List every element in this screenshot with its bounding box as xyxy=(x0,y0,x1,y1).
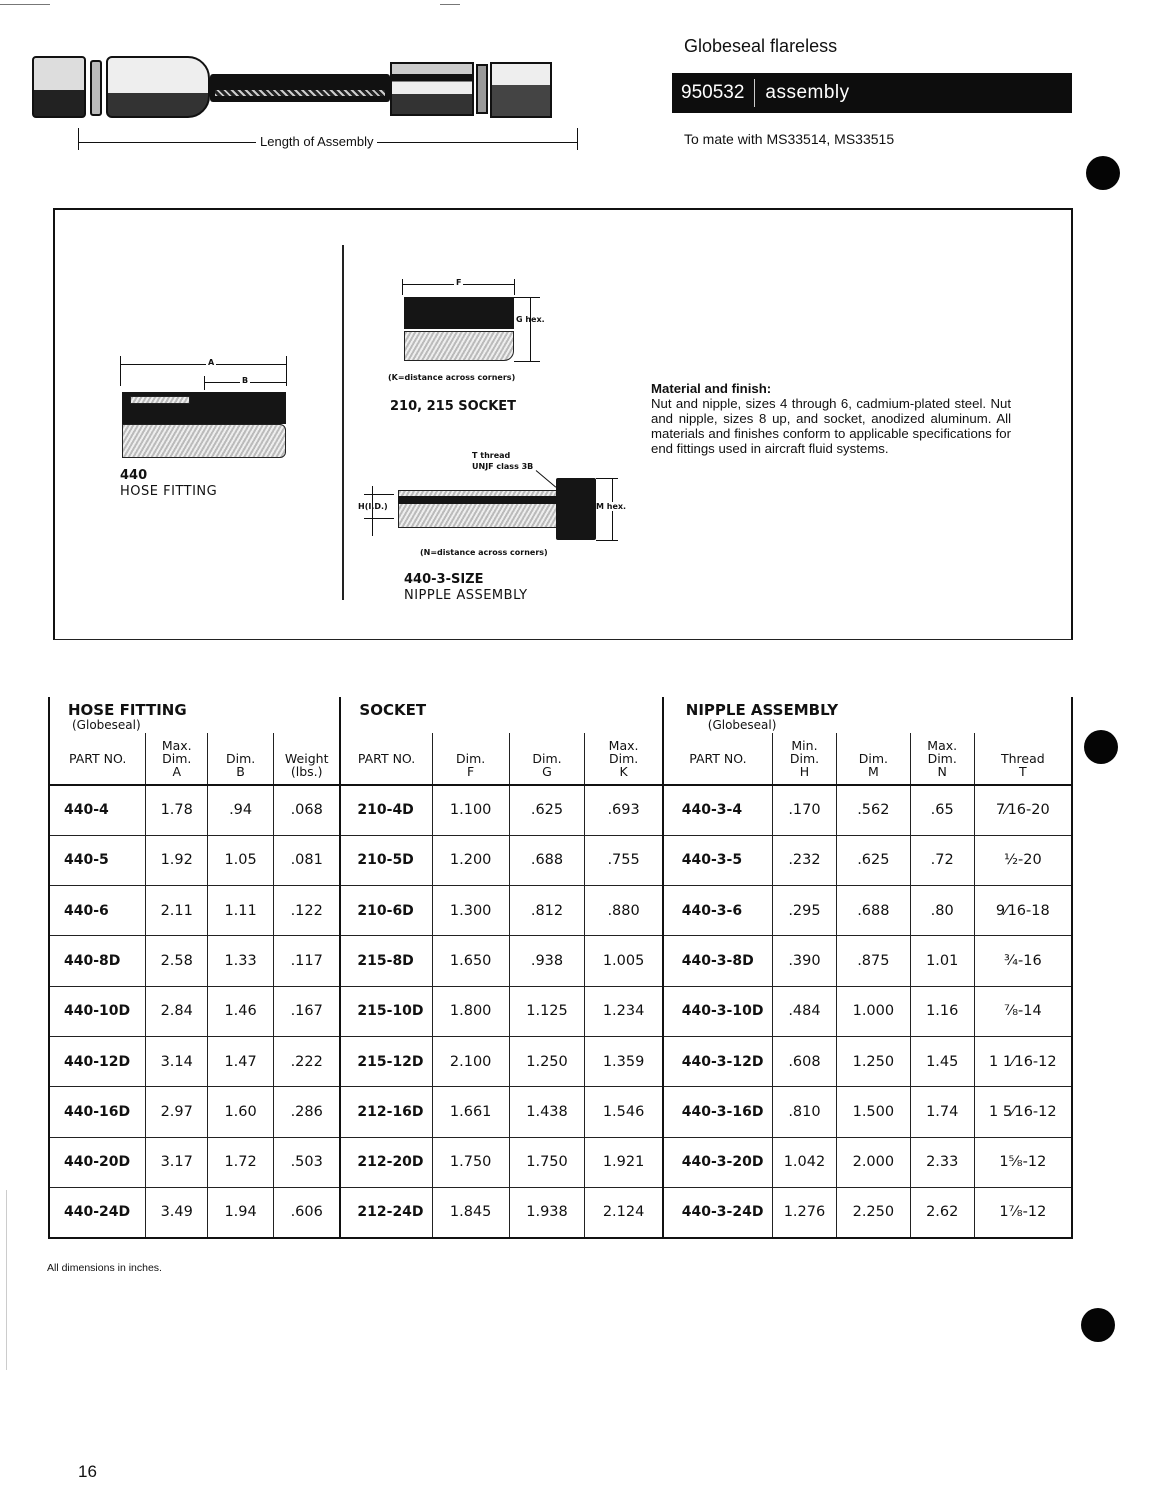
table-cell: .812 xyxy=(509,886,585,936)
table-cell: 1.46 xyxy=(208,986,274,1036)
group-title: NIPPLE ASSEMBLY xyxy=(685,701,839,719)
table-cell: 2.124 xyxy=(585,1187,663,1237)
table-cell: 1.05 xyxy=(208,835,274,885)
dim-b-label: B xyxy=(242,376,249,385)
part-number-cell: 215-10D xyxy=(340,986,432,1036)
part-number-cell: 440-3-8D xyxy=(663,936,773,986)
table-row xyxy=(49,835,1072,885)
part-number-cell: 440-5 xyxy=(49,835,146,885)
binder-hole-icon xyxy=(1081,1308,1115,1342)
table-cell: .80 xyxy=(910,886,974,936)
part-number: 950532 xyxy=(681,82,745,103)
part-number-cell: 215-12D xyxy=(340,1036,432,1086)
fitting-detail xyxy=(130,396,190,404)
table-cell: 1.45 xyxy=(910,1036,974,1086)
table-cell: .295 xyxy=(773,886,837,936)
table-cell: 1.042 xyxy=(773,1137,837,1187)
part-number-cell: 210-6D xyxy=(340,886,432,936)
nipple-bore-shape xyxy=(398,496,558,504)
dimension-tick xyxy=(514,361,540,362)
table-cell: .72 xyxy=(910,835,974,885)
column-header: Dim. B xyxy=(208,733,274,785)
dimension-tick xyxy=(364,518,394,519)
table-cell: ⅞-14 xyxy=(974,986,1072,1036)
table-cell: .688 xyxy=(509,835,585,885)
table-cell: .081 xyxy=(274,835,341,885)
table-cell: 2.84 xyxy=(146,986,208,1036)
table-cell: .625 xyxy=(509,785,585,835)
table-cell: ½-20 xyxy=(974,835,1072,885)
table-cell: 1.438 xyxy=(509,1087,585,1137)
column-header: Dim. F xyxy=(432,733,509,785)
socket-top-shape xyxy=(404,297,514,329)
part-number-cell: 440-6 xyxy=(49,886,146,936)
material-and-finish xyxy=(651,381,1011,456)
caption-number: 440 xyxy=(120,468,148,483)
caption-name: HOSE FITTING xyxy=(120,484,218,499)
column-header: PART NO. xyxy=(49,733,146,785)
table-cell: 1.845 xyxy=(432,1187,509,1237)
left-collar-shape xyxy=(90,60,102,116)
hose-fitting-figure xyxy=(120,352,290,502)
material-body: Nut and nipple, sizes 4 through 6, cadmium-plated steel. Nut and nipple, sizes 8 up, and socket, anodized aluminum. All materials and finishes conform to applicable specifications for end fittings used in aircraft fluid systems. xyxy=(651,396,1011,456)
table-cell: 1.750 xyxy=(509,1137,585,1187)
dimension-tick xyxy=(402,279,403,295)
n-note: (N=distance across corners) xyxy=(420,548,548,557)
table-cell: 1.250 xyxy=(509,1036,585,1086)
part-number-cell: 212-24D xyxy=(340,1187,432,1237)
table-cell: 1.250 xyxy=(836,1036,910,1086)
dimension-line-a xyxy=(120,364,286,365)
group-hose-fitting xyxy=(49,697,340,733)
table-cell: .755 xyxy=(585,835,663,885)
margin-line xyxy=(6,1190,7,1370)
hose-shape xyxy=(210,74,390,102)
socket-shape xyxy=(122,424,286,458)
hose-braid-shape xyxy=(215,90,385,96)
table-row xyxy=(49,886,1072,936)
part-type: assembly xyxy=(765,82,850,103)
column-header: PART NO. xyxy=(663,733,773,785)
socket-caption xyxy=(390,399,516,414)
part-number-cell: 440-3-6 xyxy=(663,886,773,936)
table-cell: .286 xyxy=(274,1087,341,1137)
part-number-cell: 440-20D xyxy=(49,1137,146,1187)
table-cell: .625 xyxy=(836,835,910,885)
spec-table xyxy=(48,697,1073,1239)
caption-text: 210, 215 SOCKET xyxy=(390,399,517,414)
right-collar-shape xyxy=(476,64,488,114)
part-number-cell: 440-3-24D xyxy=(663,1187,773,1237)
table-cell: .608 xyxy=(773,1036,837,1086)
length-of-assembly-label: Length of Assembly xyxy=(256,134,377,149)
nipple-caption xyxy=(404,572,528,604)
table-cell: 1.800 xyxy=(432,986,509,1036)
table-cell: 1.33 xyxy=(208,936,274,986)
group-nipple-assembly xyxy=(663,697,1072,733)
table-cell: 1.16 xyxy=(910,986,974,1036)
table-cell: 1⅞-12 xyxy=(974,1187,1072,1237)
dim-h-label: H(I.D.) xyxy=(358,502,388,511)
table-cell: 2.97 xyxy=(146,1087,208,1137)
top-rule xyxy=(0,4,50,5)
table-cell: 1.276 xyxy=(773,1187,837,1237)
part-number-cell: 440-8D xyxy=(49,936,146,986)
socket-figure xyxy=(388,275,570,415)
top-rule xyxy=(440,4,460,5)
group-subtitle: (Globeseal) xyxy=(72,718,141,732)
table-cell: 2.62 xyxy=(910,1187,974,1237)
table-row xyxy=(49,986,1072,1036)
table-cell: 1.60 xyxy=(208,1087,274,1137)
group-title: SOCKET xyxy=(359,701,427,719)
table-cell: 1.47 xyxy=(208,1036,274,1086)
table-cell: 1.000 xyxy=(836,986,910,1036)
part-number-cell: 440-3-10D xyxy=(663,986,773,1036)
dimension-tick xyxy=(514,297,540,298)
table-cell: 1.100 xyxy=(432,785,509,835)
table-cell: 3.14 xyxy=(146,1036,208,1086)
table-cell: .880 xyxy=(585,886,663,936)
table-cell: 1.750 xyxy=(432,1137,509,1187)
column-header: Max. Dim. A xyxy=(146,733,208,785)
table-cell: .068 xyxy=(274,785,341,835)
table-cell: 1.78 xyxy=(146,785,208,835)
part-number-cell: 440-3-20D xyxy=(663,1137,773,1187)
dimension-line-g xyxy=(530,297,531,361)
k-note: (K=distance across corners) xyxy=(388,373,516,382)
column-header: Dim. G xyxy=(509,733,585,785)
table-cell: 9⁄16-18 xyxy=(974,886,1072,936)
table-row xyxy=(49,785,1072,835)
table-cell: .390 xyxy=(773,936,837,986)
table-cell: 2.000 xyxy=(836,1137,910,1187)
column-header: Thread T xyxy=(974,733,1072,785)
diagram-divider xyxy=(342,245,344,600)
table-cell: .693 xyxy=(585,785,663,835)
table-cell: 1.500 xyxy=(836,1087,910,1137)
table-cell: .503 xyxy=(274,1137,341,1187)
part-number-cell: 440-24D xyxy=(49,1187,146,1237)
page-title: Globeseal flareless xyxy=(684,36,838,56)
left-socket-shape xyxy=(106,56,210,118)
table-cell: .810 xyxy=(773,1087,837,1137)
table-cell: 2.11 xyxy=(146,886,208,936)
table-cell: 2.100 xyxy=(432,1036,509,1086)
caption-number: 440-3-SIZE xyxy=(404,572,484,587)
dimension-tick xyxy=(204,376,205,390)
table-row xyxy=(49,1036,1072,1086)
table-cell: 7⁄16-20 xyxy=(974,785,1072,835)
dimension-tick xyxy=(364,494,394,495)
table-row xyxy=(49,1087,1072,1137)
group-socket xyxy=(340,697,662,733)
table-cell: 1.94 xyxy=(208,1187,274,1237)
group-header-row xyxy=(49,697,1072,733)
thread-note: T thread xyxy=(472,451,511,460)
right-socket-shape xyxy=(390,62,474,116)
table-cell: 1.72 xyxy=(208,1137,274,1187)
part-number-banner xyxy=(672,73,1072,113)
part-number-cell: 215-8D xyxy=(340,936,432,986)
table-row xyxy=(49,936,1072,986)
table-cell: 1⅝-12 xyxy=(974,1137,1072,1187)
part-number-cell: 440-3-12D xyxy=(663,1036,773,1086)
table-cell: .562 xyxy=(836,785,910,835)
dim-a-label: A xyxy=(208,358,215,367)
hose-assembly-illustration xyxy=(30,48,610,160)
table-cell: .170 xyxy=(773,785,837,835)
table-row xyxy=(49,1137,1072,1187)
table-cell: 1.650 xyxy=(432,936,509,986)
table-cell: .167 xyxy=(274,986,341,1036)
table-cell: .232 xyxy=(773,835,837,885)
table-cell: 1.234 xyxy=(585,986,663,1036)
table-cell: 1.921 xyxy=(585,1137,663,1187)
dimension-tick xyxy=(596,540,618,541)
table-body xyxy=(49,785,1072,1238)
dimension-tick xyxy=(514,279,515,295)
dim-m-label: M hex. xyxy=(596,502,627,511)
leader-line xyxy=(536,470,557,487)
left-nut-shape xyxy=(32,56,86,118)
table-cell: 1.938 xyxy=(509,1187,585,1237)
table-cell: ¾-16 xyxy=(974,936,1072,986)
table-cell: 1.546 xyxy=(585,1087,663,1137)
right-nut-shape xyxy=(490,62,552,118)
part-number-cell: 440-3-16D xyxy=(663,1087,773,1137)
thread-class-note: UNJF class 3B xyxy=(472,462,534,471)
table-cell: 1 5⁄16-12 xyxy=(974,1087,1072,1137)
column-header: Min. Dim. H xyxy=(773,733,837,785)
part-number-cell: 440-16D xyxy=(49,1087,146,1137)
table-cell: 1.005 xyxy=(585,936,663,986)
table-cell: 1.11 xyxy=(208,886,274,936)
dim-g-label: G hex. xyxy=(516,315,545,324)
part-number-cell: 440-3-5 xyxy=(663,835,773,885)
nipple-assembly-figure xyxy=(360,450,640,610)
part-number-cell: 212-16D xyxy=(340,1087,432,1137)
material-heading: Material and finish: xyxy=(651,381,772,396)
table-cell: .222 xyxy=(274,1036,341,1086)
table-cell: .938 xyxy=(509,936,585,986)
dim-f-label: F xyxy=(456,278,462,287)
page-number: 16 xyxy=(78,1462,97,1481)
table-cell: 1.359 xyxy=(585,1036,663,1086)
table-cell: .94 xyxy=(208,785,274,835)
column-header-row xyxy=(49,733,1072,785)
table-cell: 2.33 xyxy=(910,1137,974,1187)
table-cell: 1.74 xyxy=(910,1087,974,1137)
table-row xyxy=(49,1187,1072,1237)
column-header: Max. Dim. K xyxy=(585,733,663,785)
table-cell: .484 xyxy=(773,986,837,1036)
table-cell: 2.58 xyxy=(146,936,208,986)
table-cell: 2.250 xyxy=(836,1187,910,1237)
binder-hole-icon xyxy=(1084,730,1118,764)
part-number-cell: 210-4D xyxy=(340,785,432,835)
table-cell: 1.01 xyxy=(910,936,974,986)
table-cell: 3.49 xyxy=(146,1187,208,1237)
table-cell: .688 xyxy=(836,886,910,936)
part-number-cell: 212-20D xyxy=(340,1137,432,1187)
table-cell: 1.661 xyxy=(432,1087,509,1137)
table-cell: 1 1⁄16-12 xyxy=(974,1036,1072,1086)
socket-bottom-shape xyxy=(404,331,514,361)
table-cell: 3.17 xyxy=(146,1137,208,1187)
dimension-tick xyxy=(577,128,578,150)
table-cell: 1.125 xyxy=(509,986,585,1036)
table-cell: .122 xyxy=(274,886,341,936)
table-cell: .875 xyxy=(836,936,910,986)
binder-hole-icon xyxy=(1086,156,1120,190)
footnote: All dimensions in inches. xyxy=(47,1262,162,1274)
table-cell: 1.200 xyxy=(432,835,509,885)
column-header: Weight (lbs.) xyxy=(274,733,341,785)
part-number-cell: 210-5D xyxy=(340,835,432,885)
table-cell: 1.300 xyxy=(432,886,509,936)
part-number-cell: 440-12D xyxy=(49,1036,146,1086)
mate-with-note: To mate with MS33514, MS33515 xyxy=(684,131,895,147)
column-header: Dim. M xyxy=(836,733,910,785)
group-subtitle: (Globeseal) xyxy=(707,718,777,732)
part-number-cell: 440-10D xyxy=(49,986,146,1036)
table-cell: .606 xyxy=(274,1187,341,1237)
table-cell: 1.92 xyxy=(146,835,208,885)
table-cell: .65 xyxy=(910,785,974,835)
group-title: HOSE FITTING xyxy=(68,701,187,719)
caption-name: NIPPLE ASSEMBLY xyxy=(404,588,528,603)
nipple-nut-shape xyxy=(556,478,596,540)
dimension-tick xyxy=(78,128,79,150)
table-cell: .117 xyxy=(274,936,341,986)
dimension-tick xyxy=(286,356,287,386)
dimension-tick xyxy=(120,356,121,386)
column-header: PART NO. xyxy=(340,733,432,785)
part-number-cell: 440-3-4 xyxy=(663,785,773,835)
column-header: Max. Dim. N xyxy=(910,733,974,785)
hose-fitting-caption xyxy=(120,468,217,500)
dimension-tick xyxy=(596,478,618,479)
part-number-cell: 440-4 xyxy=(49,785,146,835)
